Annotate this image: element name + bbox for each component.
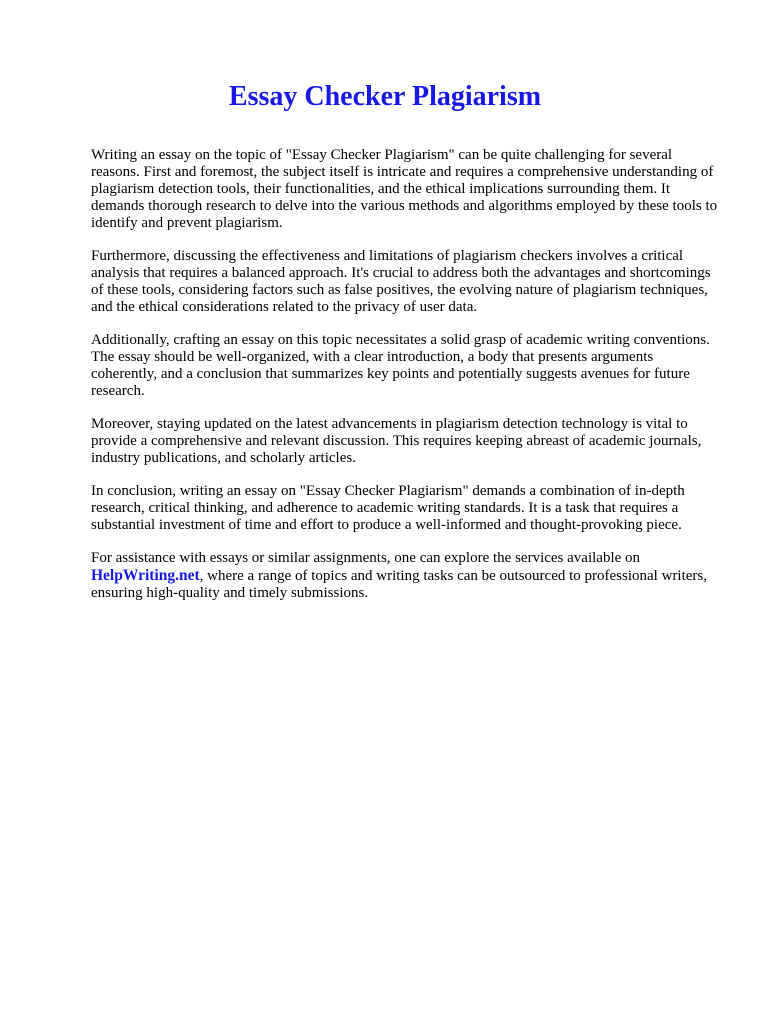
paragraph-2: Furthermore, discussing the effectiveness and limitations of plagiarism checkers involves a critical analysis that requires a balanced approach. It's crucial to address both the advantages and shortcomings of these tools, considering factors such as false positives, the evolving nature of plagiarism techniques, and the ethical considerations related to the privacy of user data. bbox=[91, 248, 711, 315]
paragraph-6-before-link: For assistance with essays or similar assignments, one can explore the services available on bbox=[91, 550, 641, 566]
paragraph-1: Writing an essay on the topic of "Essay Checker Plagiarism" can be quite challenging for several reasons. First and foremost, the subject itself is intricate and requires a comprehensive understanding of plagiarism detection tools, their functionalities, and the ethical implications surrounding them. It demands thorough research to delve into the various methods and algorithms employed by these tools to identify and prevent plagiarism. bbox=[91, 147, 718, 231]
paragraph-3: Additionally, crafting an essay on this topic necessitates a solid grasp of academic writing conventions. The essay should be well-organized, with a clear introduction, a body that presents arguments coherently, and a conclusion that summarizes key points and potentially suggests avenues for future research. bbox=[91, 332, 710, 399]
paragraph-5: In conclusion, writing an essay on "Essay Checker Plagiarism" demands a combination of in-depth research, critical thinking, and adherence to academic writing standards. It is a task that requires a substantial investment of time and effort to produce a well-informed and thought-provoking piece. bbox=[91, 483, 685, 533]
paragraph-6 bbox=[91, 550, 721, 602]
paragraph-6-after-link: , where a range of topics and writing tasks can be outsourced to professional writers, ensuring high-quality and timely submissions. bbox=[91, 568, 708, 601]
helpwriting-link[interactable]: HelpWriting.net bbox=[91, 567, 200, 584]
paragraph-4: Moreover, staying updated on the latest advancements in plagiarism detection technology is vital to provide a comprehensive and relevant discussion. This requires keeping abreast of academic journals, industry publications, and scholarly articles. bbox=[91, 416, 702, 466]
document-title: Essay Checker Plagiarism bbox=[228, 81, 542, 112]
